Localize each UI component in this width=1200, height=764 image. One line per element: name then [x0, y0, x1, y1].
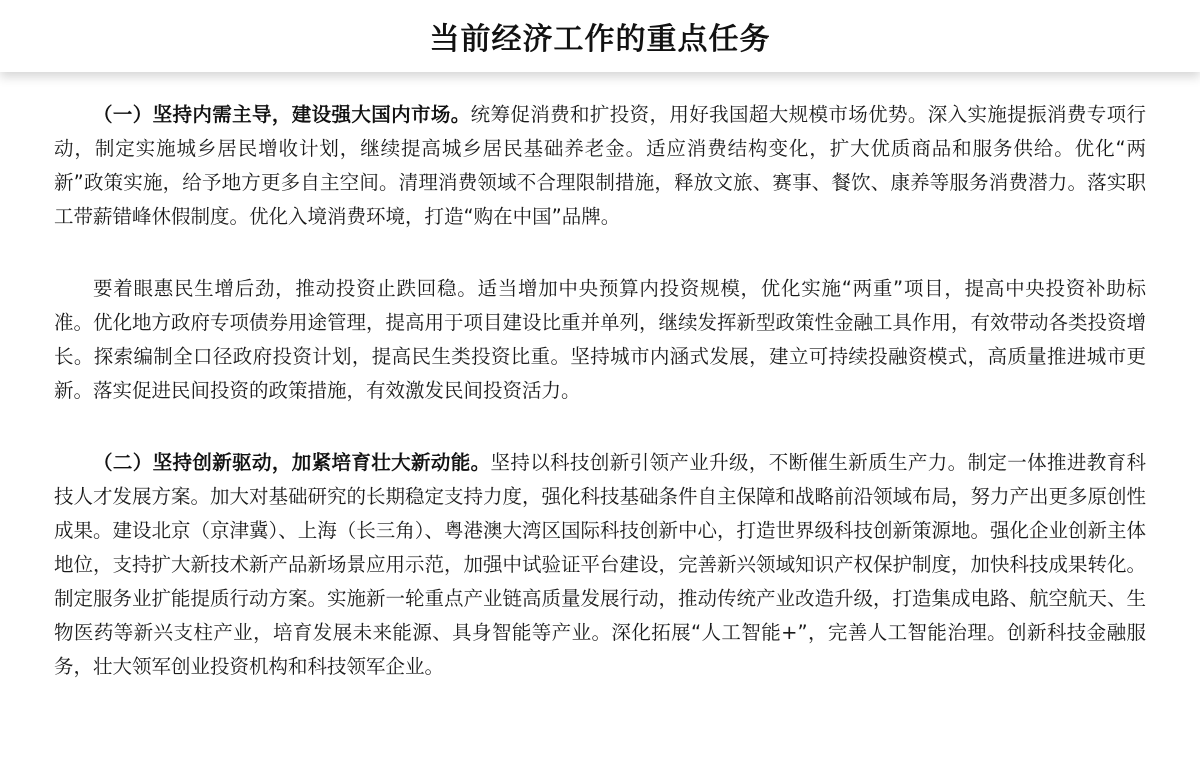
- paragraph-text: 要着眼惠民生增后劲，推动投资止跌回稳。适当增加中央预算内投资规模，优化实施“两重”项目，提高中央投资补助标准。优化地方政府专项债券用途管理，提高用于项目建设比重并单列，继续发挥新型政策性金融工具作用，有效带动各类投资增长。探索编制全口径政府投资计划，提高民生类投资比重。坚持城市内涵式发展，建立可持续投融资模式，高质量推进城市更新。落实促进民间投资的政策措施，有效激发民间投资活力。: [54, 277, 1147, 402]
- page-header: [0, 0, 1200, 72]
- section-heading: （二）坚持创新驱动，加紧培育壮大新动能。: [93, 451, 491, 474]
- paragraph-domestic-demand: [54, 98, 1146, 234]
- paragraph-innovation: [54, 446, 1146, 684]
- page-title: 当前经济工作的重点任务: [429, 22, 771, 57]
- section-heading: （一）坚持内需主导，建设强大国内市场。: [93, 103, 471, 126]
- paragraph-text: 坚持以科技创新引领产业升级，不断催生新质生产力。制定一体推进教育科技人才发展方案。加大对基础研究的长期稳定支持力度，强化科技基础条件自主保障和战略前沿领域布局，努力产出更多原创性成果。建设北京（京津冀）、上海（长三角）、粤港澳大湾区国际科技创新中心，打造世界级科技创新策源地。强化企业创新主体地位，支持扩大新技术新产品新场景应用示范，加强中试验证平台建设，完善新兴领域知识产权保护制度，加快科技成果转化。制定服务业扩能提质行动方案。实施新一轮重点产业链高质量发展行动，推动传统产业改造升级，打造集成电路、航空航天、生物医药等新兴支柱产业，培育发展未来能源、具身智能等产业。深化拓展“人工智能+”，完善人工智能治理。创新科技金融服务，壮大领军创业投资机构和科技领军企业。: [54, 451, 1147, 678]
- article-body: [0, 72, 1200, 684]
- paragraph-investment: [54, 272, 1146, 408]
- paragraph-text: 统筹促消费和扩投资，用好我国超大规模市场优势。深入实施提振消费专项行动，制定实施城乡居民增收计划，继续提高城乡居民基础养老金。适应消费结构变化，扩大优质商品和服务供给。优化“两新”政策实施，给予地方更多自主空间。清理消费领域不合理限制措施，释放文旅、赛事、餐饮、康养等服务消费潜力。落实职工带薪错峰休假制度。优化入境消费环境，打造“购在中国”品牌。: [54, 103, 1146, 228]
